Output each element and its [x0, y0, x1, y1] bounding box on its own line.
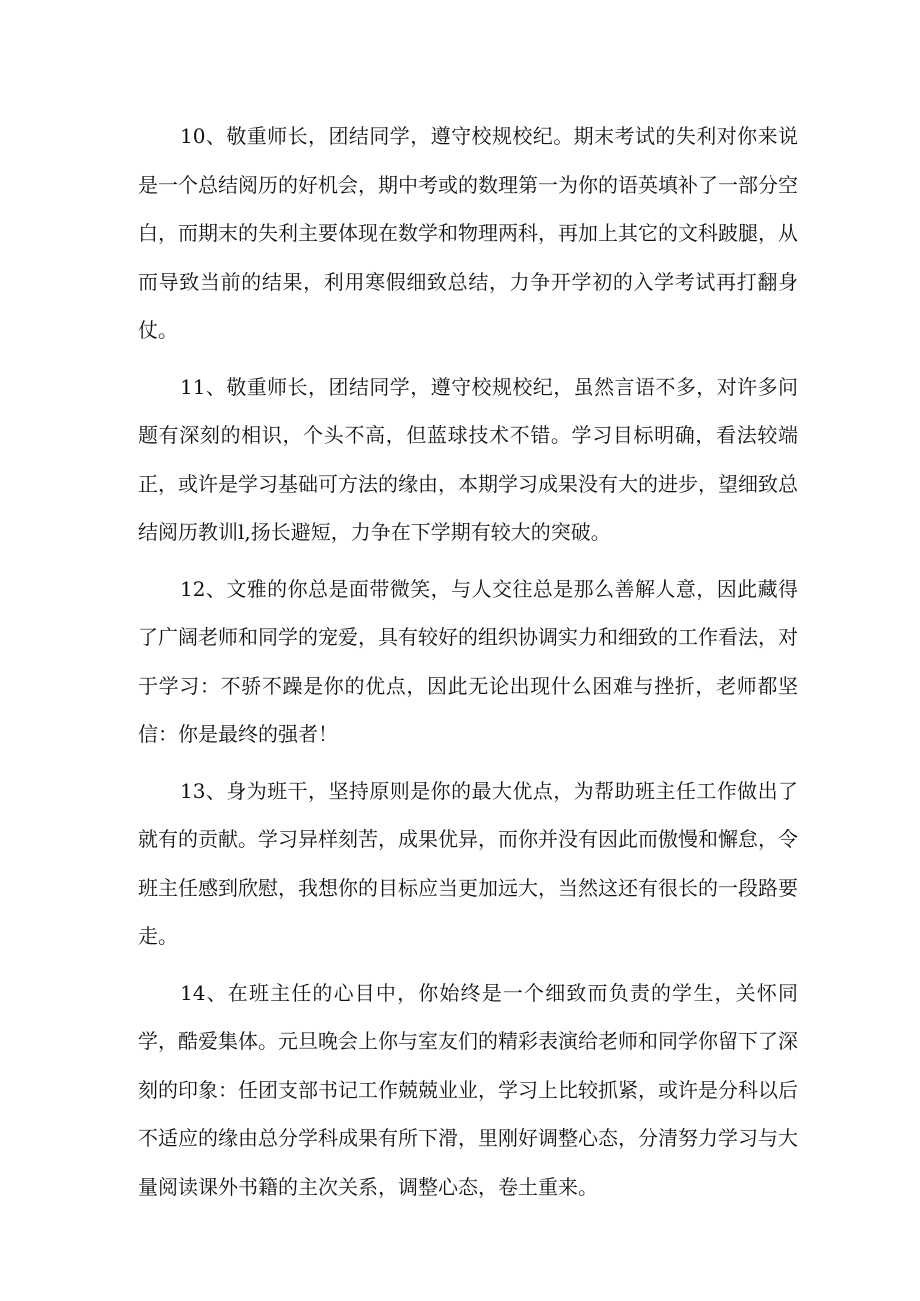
paragraph-11: 11、敬重师长，团结同学，遵守校规校纪，虽然言语不多，对许多问题有深刻的相识，个头不高，但蓝球技术不错。学习目标明确，看法较端正，或许是学习基础可方法的缘由，本期学习成果没有大的进步，望细致总结阅历教训l,扬长避短，力争在下学期有较大的突破。	[138, 374, 798, 544]
paragraph-14: 14、在班主任的心目中，你始终是一个细致而负责的学生，关怀同学，酷爱集体。元旦晚会上你与室友们的精彩表演给老师和同学你留下了深刻的印象：任团支部书记工作兢兢业业，学习上比较抓紧，或许是分科以后不适应的缘由总分学科成果有所下滑，里刚好调整心态，分清努力学习与大量阅读课外书籍的主次关系，调整心态，卷土重来。	[138, 980, 798, 1199]
document-body	[138, 112, 798, 1219]
paragraph-12: 12、文雅的你总是面带微笑，与人交往总是那么善解人意，因此藏得了广阔老师和同学的宠爱，具有较好的组织协调实力和细致的工作看法，对于学习：不骄不躁是你的优点，因此无论出现什么困难与挫折，老师都坚信：你是最终的强者！	[138, 576, 798, 746]
paragraph-10: 10、敬重师长，团结同学，遵守校规校纪。期末考试的失利对你来说是一个总结阅历的好机会，期中考或的数理第一为你的语英填补了一部分空白，而期末的失利主要体现在数学和物理两科，再加上其它的文科跛腿，从而导致当前的结果，利用寒假细致总结，力争开学初的入学考试再打翻身仗。	[138, 124, 798, 342]
paragraph-13: 13、身为班干，坚持原则是你的最大优点，为帮助班主任工作做出了就有的贡献。学习异样刻苦，成果优异，而你并没有因此而傲慢和懈怠，令班主任感到欣慰，我想你的目标应当更加远大，当然这还有很长的一段路要走。	[138, 778, 798, 948]
